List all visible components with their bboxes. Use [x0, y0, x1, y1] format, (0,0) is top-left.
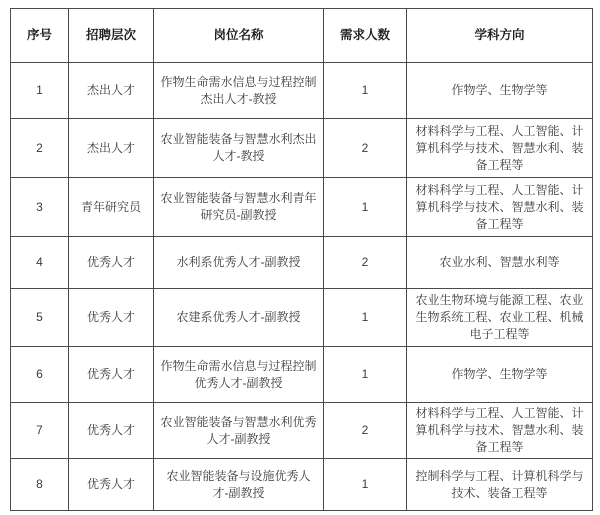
cell-no: 3 [11, 178, 69, 237]
cell-position: 农业智能装备与智慧水利杰出人才-教授 [154, 119, 324, 178]
table-row [11, 289, 593, 347]
cell-discipline: 作物学、生物学等 [407, 347, 593, 403]
cell-position: 农业智能装备与智慧水利优秀人才-副教授 [154, 403, 324, 459]
cell-count: 1 [324, 63, 407, 119]
cell-level: 杰出人才 [69, 119, 154, 178]
cell-position: 农业智能装备与设施优秀人才-副教授 [154, 459, 324, 511]
cell-position: 水利系优秀人才-副教授 [154, 237, 324, 289]
cell-discipline: 材料科学与工程、人工智能、计算机科学与技术、智慧水利、装备工程等 [407, 178, 593, 237]
cell-no: 4 [11, 237, 69, 289]
cell-no: 5 [11, 289, 69, 347]
header-level: 招聘层次 [69, 9, 154, 63]
cell-position: 农业智能装备与智慧水利青年研究员-副教授 [154, 178, 324, 237]
cell-discipline: 材料科学与工程、人工智能、计算机科学与技术、智慧水利、装备工程等 [407, 403, 593, 459]
cell-level: 优秀人才 [69, 289, 154, 347]
table-row [11, 237, 593, 289]
table-row [11, 63, 593, 119]
table-row [11, 347, 593, 403]
table-header-row [11, 9, 593, 63]
cell-position: 作物生命需水信息与过程控制优秀人才-副教授 [154, 347, 324, 403]
cell-level: 优秀人才 [69, 347, 154, 403]
cell-discipline: 农业水利、智慧水利等 [407, 237, 593, 289]
cell-no: 1 [11, 63, 69, 119]
header-count: 需求人数 [324, 9, 407, 63]
cell-no: 8 [11, 459, 69, 511]
cell-count: 2 [324, 403, 407, 459]
cell-level: 优秀人才 [69, 237, 154, 289]
table-row [11, 119, 593, 178]
cell-level: 优秀人才 [69, 459, 154, 511]
cell-no: 7 [11, 403, 69, 459]
header-position: 岗位名称 [154, 9, 324, 63]
table-row [11, 178, 593, 237]
table-row [11, 403, 593, 459]
cell-count: 1 [324, 459, 407, 511]
cell-level: 优秀人才 [69, 403, 154, 459]
cell-count: 1 [324, 347, 407, 403]
cell-count: 1 [324, 289, 407, 347]
recruitment-positions-table [10, 8, 593, 511]
cell-discipline: 控制科学与工程、计算机科学与技术、装备工程等 [407, 459, 593, 511]
cell-level: 杰出人才 [69, 63, 154, 119]
cell-level: 青年研究员 [69, 178, 154, 237]
cell-count: 1 [324, 178, 407, 237]
cell-no: 2 [11, 119, 69, 178]
header-no: 序号 [11, 9, 69, 63]
cell-count: 2 [324, 119, 407, 178]
cell-no: 6 [11, 347, 69, 403]
cell-discipline: 农业生物环境与能源工程、农业生物系统工程、农业工程、机械电子工程等 [407, 289, 593, 347]
table-row [11, 459, 593, 511]
cell-position: 作物生命需水信息与过程控制杰出人才-教授 [154, 63, 324, 119]
cell-count: 2 [324, 237, 407, 289]
cell-discipline: 材料科学与工程、人工智能、计算机科学与技术、智慧水利、装备工程等 [407, 119, 593, 178]
cell-position: 农建系优秀人才-副教授 [154, 289, 324, 347]
cell-discipline: 作物学、生物学等 [407, 63, 593, 119]
header-discipline: 学科方向 [407, 9, 593, 63]
